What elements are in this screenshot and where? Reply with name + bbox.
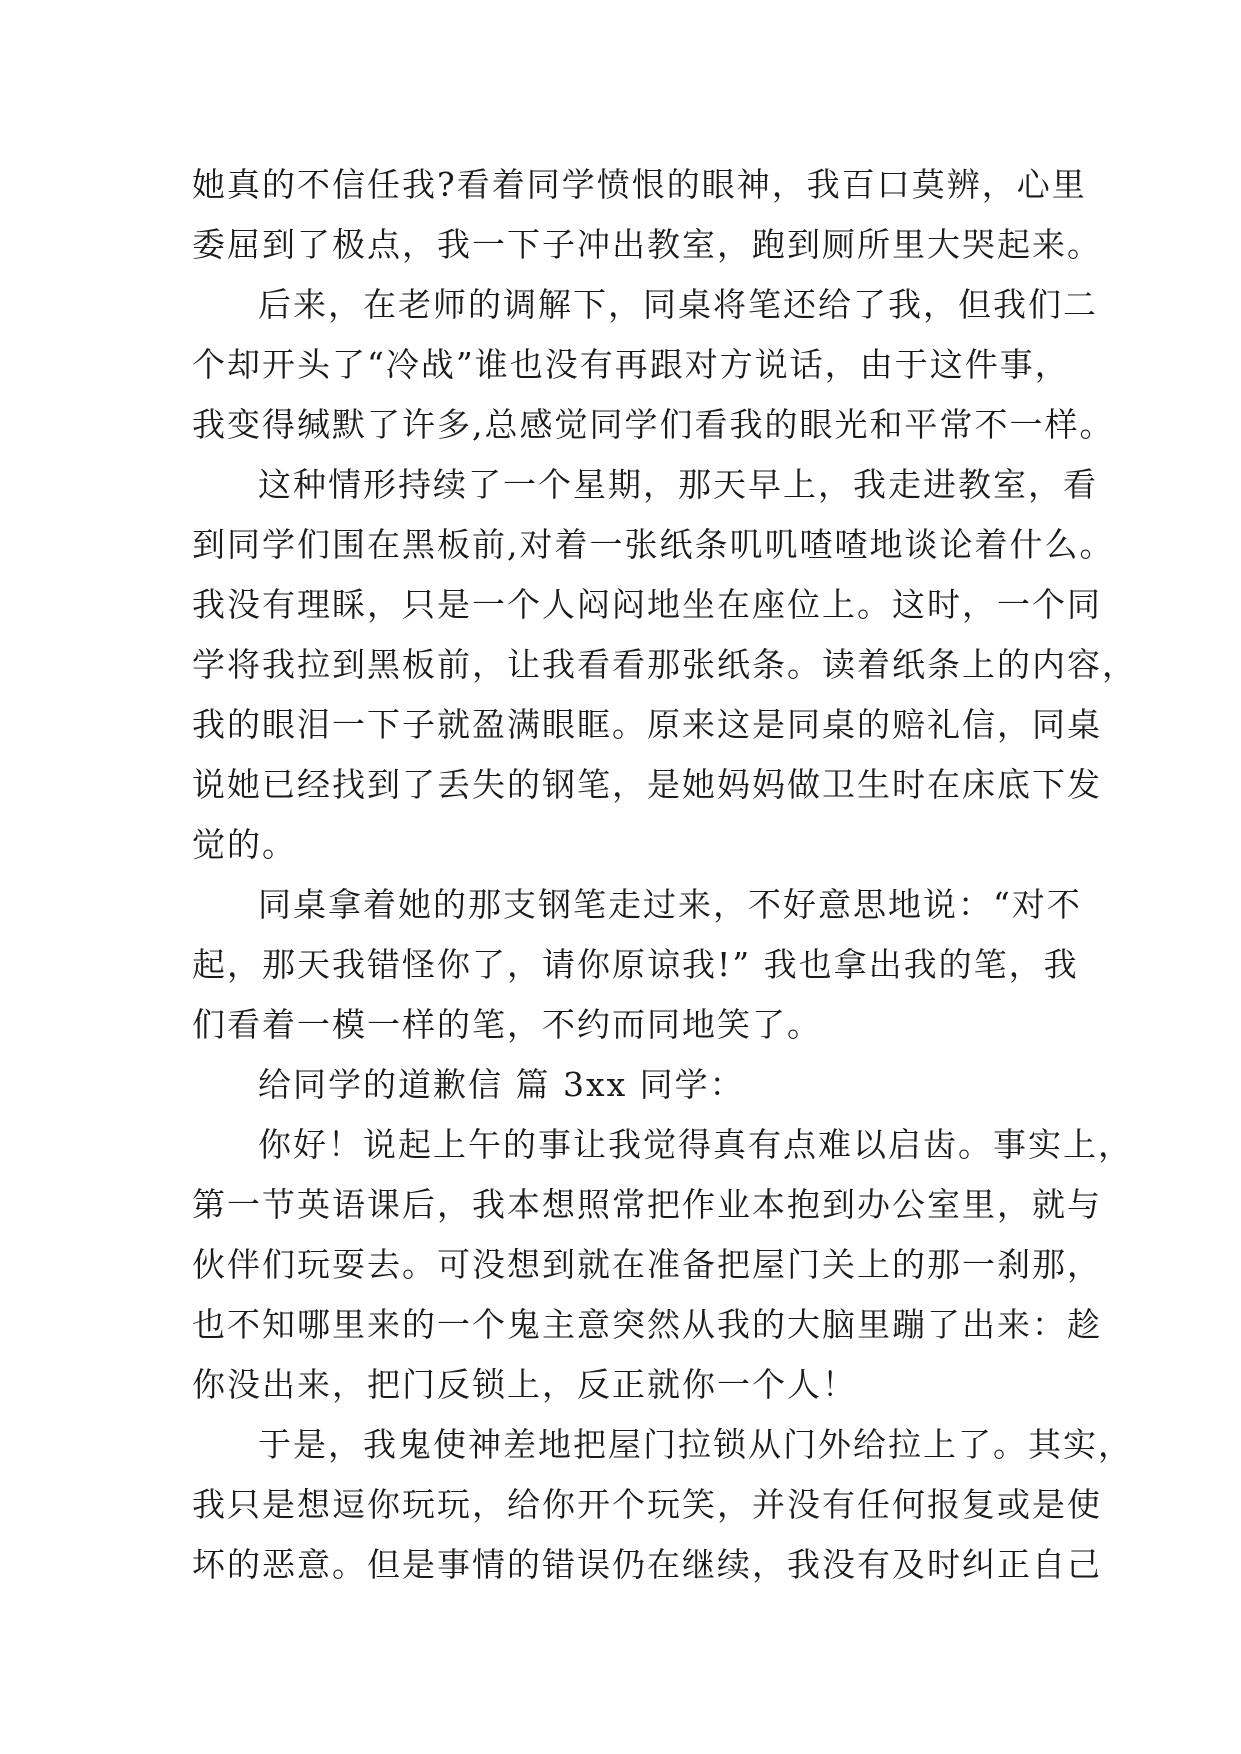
text-line: 起，那天我错怪你了，请你原谅我!” 我也拿出我的笔，我: [192, 945, 1079, 984]
paragraph-start-line: 你好！说起上午的事让我觉得真有点难以启齿。事实上，: [258, 1125, 1133, 1164]
paragraph-start-line: 于是，我鬼使神差地把屋门拉锁从门外给拉上了。其实，: [258, 1425, 1133, 1464]
text-line: 第一节英语课后，我本想照常把作业本抱到办公室里，就与: [192, 1185, 1102, 1224]
paragraph-start-line: 后来，在老师的调解下，同桌将笔还给了我，但我们二: [258, 285, 1098, 324]
text-line: 我变得缄默了许多,总感觉同学们看我的眼光和平常不一样。: [192, 405, 1115, 444]
text-line: 你没出来，把门反锁上，反正就你一个人！: [192, 1365, 857, 1404]
text-line: 我没有理睬，只是一个人闷闷地坐在座位上。这时，一个同: [192, 585, 1102, 624]
text-line: 我只是想逗你玩玩，给你开个玩笑，并没有任何报复或是使: [192, 1485, 1102, 1524]
text-line: 伙伴们玩耍去。可没想到就在准备把屋门关上的那一刹那，: [192, 1245, 1102, 1284]
text-line: 们看着一模一样的笔，不约而同地笑了。: [192, 1005, 822, 1044]
text-line: 学将我拉到黑板前，让我看看那张纸条。读着纸条上的内容，: [192, 645, 1137, 684]
text-line: 说她已经找到了丢失的钢笔，是她妈妈做卫生时在床底下发: [192, 765, 1102, 804]
text-line: 个却开头了“冷战”谁也没有再跟对方说话，由于这件事，: [192, 345, 1070, 384]
text-line: 她真的不信任我?看着同学愤恨的眼神，我百口莫辨，心里: [192, 165, 1087, 204]
text-line: 到同学们围在黑板前,对着一张纸条叽叽喳喳地谈论着什么。: [192, 525, 1115, 564]
text-line: 觉的。: [192, 825, 297, 864]
paragraph-start-line: 这种情形持续了一个星期，那天早上，我走进教室，看: [258, 465, 1098, 504]
text-line: 我的眼泪一下子就盈满眼眶。原来这是同桌的赔礼信，同桌: [192, 705, 1102, 744]
text-line: 坏的恶意。但是事情的错误仍在继续，我没有及时纠正自己: [192, 1545, 1102, 1584]
paragraph-start-line: 同桌拿着她的那支钢笔走过来，不好意思地说：“对不: [258, 885, 1082, 924]
text-line: 也不知哪里来的一个鬼主意突然从我的大脑里蹦了出来：趁: [192, 1305, 1102, 1344]
document-body: [192, 155, 1137, 1595]
section-heading-line: 给同学的道歉信 篇 3xx 同学：: [258, 1065, 745, 1104]
text-line: 委屈到了极点，我一下子冲出教室，跑到厕所里大哭起来。: [192, 225, 1102, 264]
